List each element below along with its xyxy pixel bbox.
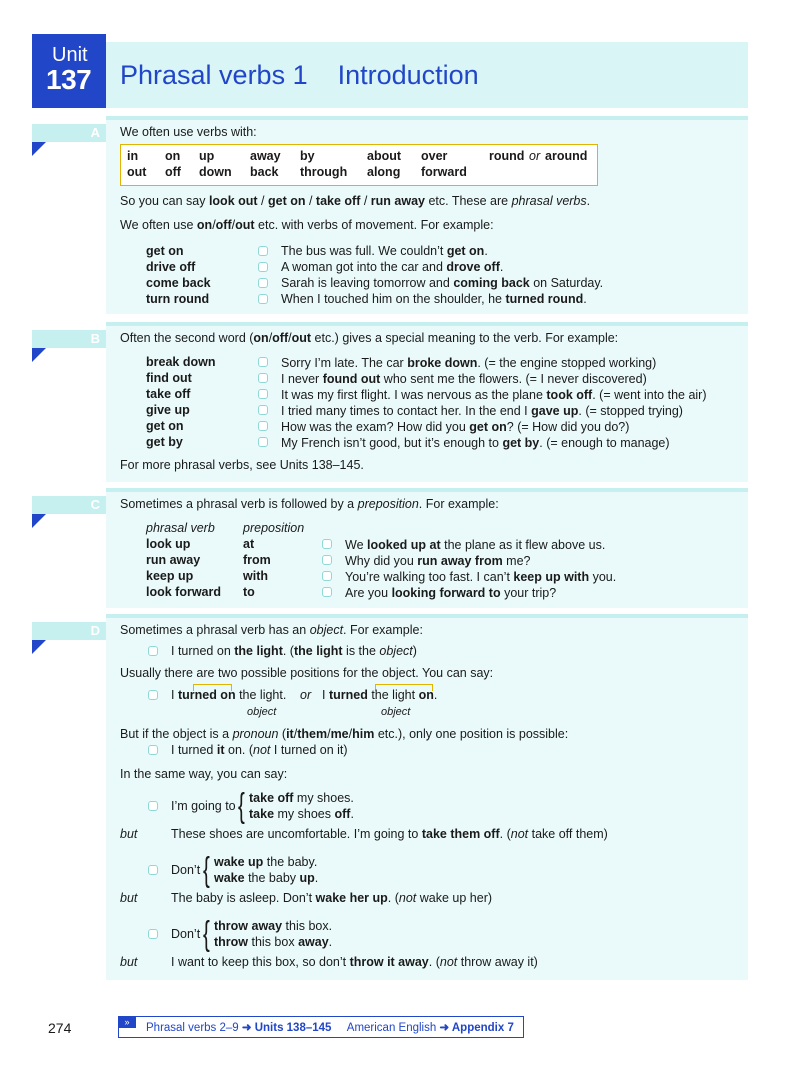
text: take off them) bbox=[528, 827, 608, 841]
positions-line: Usually there are two possible positions for the object. You can say: bbox=[120, 666, 494, 680]
text: Why did you bbox=[345, 554, 418, 568]
example-verb: turn round bbox=[146, 292, 210, 306]
bullet-icon bbox=[258, 437, 268, 447]
text: Sometimes a phrasal verb has an bbox=[120, 623, 310, 637]
text: A woman got into the car and bbox=[281, 260, 447, 274]
text: throw away bbox=[214, 919, 283, 933]
text: My French isn’t good, but it’s enough to bbox=[281, 436, 503, 450]
text: looked up at bbox=[367, 538, 441, 552]
text: turned on bbox=[177, 688, 236, 702]
text: I bbox=[171, 688, 178, 702]
text: ) bbox=[412, 644, 417, 658]
column-header: phrasal verb bbox=[146, 521, 215, 535]
column-header: preposition bbox=[243, 521, 305, 535]
text: How was the exam? How did you bbox=[281, 420, 470, 434]
unit-number: 137 bbox=[46, 64, 92, 95]
text: take them off bbox=[421, 827, 500, 841]
example-sentence bbox=[281, 275, 603, 291]
text: the plane as it flew above us. bbox=[440, 538, 606, 552]
text: him bbox=[352, 727, 375, 741]
text: . (= went into the air) bbox=[592, 388, 707, 402]
text: . bbox=[499, 260, 504, 274]
text: etc.) gives a special meaning to the verb. For example: bbox=[311, 331, 619, 345]
particle: about bbox=[367, 149, 402, 163]
example-sentence bbox=[281, 259, 503, 275]
section-d-tab: D bbox=[32, 622, 106, 640]
text: me bbox=[330, 727, 349, 741]
object-label: object bbox=[247, 706, 277, 718]
section-b-intro bbox=[120, 330, 618, 346]
text: off bbox=[334, 807, 351, 821]
text: on bbox=[196, 218, 213, 232]
text: These shoes are uncomfortable. I’m going to bbox=[171, 827, 422, 841]
text: . bbox=[586, 194, 591, 208]
text: this box. bbox=[282, 919, 333, 933]
example-verb: find out bbox=[146, 371, 192, 385]
text: looking forward to bbox=[391, 586, 501, 600]
text: The baby is asleep. Don’t bbox=[171, 891, 316, 905]
text: took off bbox=[546, 388, 593, 402]
text: wake bbox=[214, 871, 245, 885]
text: object bbox=[309, 623, 344, 637]
example-prep: from bbox=[243, 553, 271, 567]
text: wake her up bbox=[315, 891, 388, 905]
group-option bbox=[214, 934, 332, 950]
text: You’re walking too fast. I can’t bbox=[345, 570, 514, 584]
section-a-intro: We often use verbs with: bbox=[120, 125, 257, 139]
text: not bbox=[439, 955, 458, 969]
footer-text: American English bbox=[331, 1022, 440, 1034]
bullet-icon bbox=[258, 389, 268, 399]
text: I want to keep this box, so don’t bbox=[171, 955, 350, 969]
particle: over bbox=[421, 149, 448, 163]
text: not bbox=[510, 827, 529, 841]
text: When I touched him on the shoulder, he bbox=[281, 292, 506, 306]
example-sentence bbox=[281, 403, 683, 419]
section-c-tab: C bbox=[32, 496, 106, 514]
text: run away from bbox=[417, 554, 503, 568]
page-number: 274 bbox=[48, 1020, 72, 1036]
text: I turned on it) bbox=[270, 743, 348, 757]
text: it bbox=[286, 727, 294, 741]
text: take off bbox=[249, 791, 294, 805]
bullet-icon bbox=[258, 421, 268, 431]
example-sentence bbox=[281, 291, 587, 307]
text: . bbox=[433, 688, 438, 702]
example-sentence bbox=[281, 387, 707, 403]
bullet-icon bbox=[148, 745, 158, 755]
text: / bbox=[348, 727, 353, 741]
text: Are you bbox=[345, 586, 392, 600]
text: your trip? bbox=[500, 586, 557, 600]
text: / bbox=[327, 727, 331, 741]
text: . bbox=[350, 807, 354, 821]
example-sentence bbox=[345, 585, 556, 601]
text: / bbox=[231, 218, 236, 232]
text: I turned bbox=[171, 743, 217, 757]
particle: in bbox=[127, 149, 139, 163]
text: off bbox=[272, 331, 289, 345]
text: it bbox=[216, 743, 225, 757]
text: up bbox=[299, 871, 315, 885]
group-lead: I’m going to bbox=[171, 799, 236, 813]
bullet-icon bbox=[322, 555, 332, 565]
but-line bbox=[171, 954, 538, 970]
text: throw bbox=[214, 935, 249, 949]
text: throw away it) bbox=[457, 955, 538, 969]
text: on bbox=[253, 331, 269, 345]
text: out bbox=[235, 218, 255, 232]
text: Often the second word ( bbox=[120, 331, 254, 345]
text: I turned on bbox=[171, 644, 235, 658]
text: / bbox=[305, 194, 316, 208]
group-option bbox=[249, 806, 354, 822]
text: So you can say bbox=[120, 194, 209, 208]
movement-line bbox=[120, 217, 494, 233]
but-word: but bbox=[120, 955, 138, 969]
group-lead: Don’t bbox=[171, 927, 201, 941]
bullet-icon bbox=[258, 278, 268, 288]
footer-link-appendix[interactable]: ➜ Appendix 7 bbox=[439, 1022, 514, 1034]
example-sentence bbox=[171, 643, 417, 659]
particle: back bbox=[250, 165, 279, 179]
bullet-icon bbox=[148, 929, 158, 939]
particle: around bbox=[545, 149, 588, 163]
unit-label: Unit bbox=[52, 44, 88, 66]
text: on bbox=[418, 688, 434, 702]
group-option bbox=[214, 870, 318, 886]
text: . ( bbox=[499, 827, 511, 841]
text: . bbox=[583, 292, 587, 306]
example-verb: look up bbox=[146, 537, 191, 551]
example-sentence bbox=[345, 569, 616, 585]
text: etc.), only one position is possible: bbox=[374, 727, 569, 741]
text: coming back bbox=[453, 276, 530, 290]
text: who sent me the flowers. (= I never discovered) bbox=[380, 372, 647, 386]
bullet-icon bbox=[148, 690, 158, 700]
section-c-marker-icon bbox=[32, 514, 46, 528]
example-sentence bbox=[281, 371, 647, 387]
particle: down bbox=[199, 165, 232, 179]
text: turned round bbox=[505, 292, 584, 306]
example-sentence bbox=[281, 435, 670, 451]
example-sentence bbox=[345, 537, 605, 553]
example-prep: with bbox=[243, 569, 268, 583]
text: We bbox=[345, 538, 367, 552]
text: preposition bbox=[357, 497, 419, 511]
section-b-marker-icon bbox=[32, 348, 46, 362]
bullet-icon bbox=[258, 373, 268, 383]
example-prep: at bbox=[243, 537, 255, 551]
footer-link-units[interactable]: ➜ Units 138–145 bbox=[241, 1022, 332, 1034]
particle: through bbox=[300, 165, 348, 179]
text: / bbox=[212, 218, 216, 232]
section-b-more: For more phrasal verbs, see Units 138–145. bbox=[120, 458, 364, 472]
text: / bbox=[268, 331, 273, 345]
text: etc. These are bbox=[424, 194, 512, 208]
example-sentence bbox=[281, 243, 488, 259]
bullet-icon bbox=[322, 587, 332, 597]
text: pronoun bbox=[232, 727, 279, 741]
text: the light. bbox=[235, 688, 287, 702]
text: run away bbox=[370, 194, 425, 208]
text: I tried many times to contact her. In the end I bbox=[281, 404, 532, 418]
bullet-icon bbox=[148, 801, 158, 811]
text: . For example: bbox=[418, 497, 499, 511]
text: The bus was full. We couldn’t bbox=[281, 244, 447, 258]
bullet-icon bbox=[148, 865, 158, 875]
particle: out bbox=[127, 165, 147, 179]
text: found out bbox=[322, 372, 381, 386]
example-verb: look forward bbox=[146, 585, 222, 599]
text: get on bbox=[446, 244, 485, 258]
text: off bbox=[215, 218, 232, 232]
text: the light bbox=[293, 644, 343, 658]
text: take off bbox=[315, 194, 361, 208]
text: the baby. bbox=[263, 855, 318, 869]
particle: away bbox=[250, 149, 281, 163]
brace-icon: { bbox=[203, 915, 210, 953]
text: . (= enough to manage) bbox=[539, 436, 670, 450]
particle: on bbox=[165, 149, 181, 163]
text: It was my first flight. I was nervous as the plane bbox=[281, 388, 547, 402]
text: out bbox=[291, 331, 312, 345]
text: We often use bbox=[120, 218, 197, 232]
same-way-line: In the same way, you can say: bbox=[120, 767, 288, 781]
group-lead: Don’t bbox=[171, 863, 201, 877]
bullet-icon bbox=[258, 405, 268, 415]
example-verb: break down bbox=[146, 355, 216, 369]
example-verb: keep up bbox=[146, 569, 194, 583]
text: throw it away bbox=[349, 955, 429, 969]
example-verb: come back bbox=[146, 276, 211, 290]
text: turned bbox=[328, 688, 368, 702]
text: wake up bbox=[214, 855, 264, 869]
text: . ( bbox=[387, 891, 399, 905]
text: get on bbox=[267, 194, 306, 208]
page-title: Phrasal verbs 1 Introduction bbox=[120, 60, 479, 90]
brace-icon: { bbox=[238, 787, 245, 825]
particle: forward bbox=[421, 165, 467, 179]
section-a-marker-icon bbox=[32, 142, 46, 156]
text: get on bbox=[469, 420, 507, 434]
text: I never bbox=[281, 372, 323, 386]
phrasal-verbs-line bbox=[120, 193, 590, 209]
but-line bbox=[171, 890, 492, 906]
text: phrasal verbs bbox=[511, 194, 587, 208]
bullet-icon bbox=[258, 357, 268, 367]
bullet-icon bbox=[258, 294, 268, 304]
particle-box bbox=[120, 144, 598, 186]
particle: by bbox=[300, 149, 315, 163]
example-verb: get on bbox=[146, 419, 184, 433]
pronoun-line bbox=[120, 726, 568, 742]
text: ? (= How did you do?) bbox=[506, 420, 630, 434]
example-prep: to bbox=[243, 585, 255, 599]
text: this box bbox=[248, 935, 299, 949]
text: take bbox=[249, 807, 275, 821]
text: . ( bbox=[428, 955, 440, 969]
text: get by bbox=[502, 436, 540, 450]
brace-icon: { bbox=[203, 851, 210, 889]
particle: up bbox=[199, 149, 215, 163]
text: not bbox=[253, 743, 271, 757]
text: / bbox=[257, 194, 268, 208]
text: you. bbox=[589, 570, 617, 584]
text: . For example: bbox=[343, 623, 423, 637]
text: . bbox=[484, 244, 488, 258]
text: gave up bbox=[531, 404, 579, 418]
text: . bbox=[328, 935, 333, 949]
text: the light bbox=[234, 644, 283, 658]
example-verb: get by bbox=[146, 435, 183, 449]
example-verb: give up bbox=[146, 403, 190, 417]
text: ( bbox=[278, 727, 287, 741]
text: wake up her) bbox=[416, 891, 493, 905]
group-option bbox=[214, 854, 317, 870]
bullet-icon bbox=[258, 246, 268, 256]
text: / bbox=[293, 727, 298, 741]
bullet-icon bbox=[148, 646, 158, 656]
text: keep up with bbox=[513, 570, 590, 584]
but-word: but bbox=[120, 891, 138, 905]
footer-text: Phrasal verbs 2–9 bbox=[146, 1022, 242, 1034]
particle: off bbox=[165, 165, 181, 179]
text: look out bbox=[208, 194, 258, 208]
object-label: object bbox=[381, 706, 411, 718]
bullet-icon bbox=[258, 262, 268, 272]
text: my shoes bbox=[274, 807, 335, 821]
text: the baby bbox=[244, 871, 300, 885]
section-a-tab: A bbox=[32, 124, 106, 142]
text: on. ( bbox=[224, 743, 254, 757]
text: Sarah is leaving tomorrow and bbox=[281, 276, 454, 290]
text: on Saturday. bbox=[529, 276, 604, 290]
text: Sometimes a phrasal verb is followed by a bbox=[120, 497, 358, 511]
example-verb: get on bbox=[146, 244, 184, 258]
text: drove off bbox=[446, 260, 500, 274]
text: away bbox=[298, 935, 329, 949]
footer-reference bbox=[146, 1020, 514, 1034]
particle: along bbox=[367, 165, 401, 179]
section-d-marker-icon bbox=[32, 640, 46, 654]
text: . ( bbox=[282, 644, 294, 658]
text: . (= the engine stopped working) bbox=[477, 356, 657, 370]
bullet-icon bbox=[322, 539, 332, 549]
example-sentence bbox=[281, 419, 629, 435]
particle: round bbox=[489, 149, 525, 163]
text: me? bbox=[502, 554, 531, 568]
double-chevron-icon: » bbox=[118, 1016, 136, 1028]
or-word: or bbox=[300, 688, 312, 702]
text: Sorry I’m late. The car bbox=[281, 356, 408, 370]
text: broke down bbox=[407, 356, 478, 370]
particle-or: or bbox=[529, 149, 541, 163]
text: / bbox=[288, 331, 292, 345]
example-sentence bbox=[171, 687, 286, 703]
text: not bbox=[398, 891, 417, 905]
text: . bbox=[314, 871, 319, 885]
text: etc. with verbs of movement. For example: bbox=[254, 218, 494, 232]
text: is the bbox=[342, 644, 380, 658]
text: / bbox=[360, 194, 371, 208]
example-sentence bbox=[281, 355, 656, 371]
but-line bbox=[171, 826, 608, 842]
bullet-icon bbox=[322, 571, 332, 581]
text: them bbox=[297, 727, 328, 741]
text: I bbox=[322, 688, 329, 702]
group-option bbox=[214, 918, 332, 934]
text: my shoes. bbox=[293, 791, 354, 805]
text: . (= stopped trying) bbox=[578, 404, 683, 418]
text: But if the object is a bbox=[120, 727, 233, 741]
section-d-intro bbox=[120, 622, 423, 638]
but-word: but bbox=[120, 827, 138, 841]
section-b-tab: B bbox=[32, 330, 106, 348]
example-sentence bbox=[322, 687, 437, 703]
example-sentence bbox=[171, 742, 348, 758]
section-c-intro bbox=[120, 496, 499, 512]
example-verb: drive off bbox=[146, 260, 196, 274]
group-option bbox=[249, 790, 354, 806]
text: object bbox=[379, 644, 413, 658]
example-verb: take off bbox=[146, 387, 191, 401]
text: the light bbox=[367, 688, 419, 702]
example-sentence bbox=[345, 553, 531, 569]
example-verb: run away bbox=[146, 553, 201, 567]
